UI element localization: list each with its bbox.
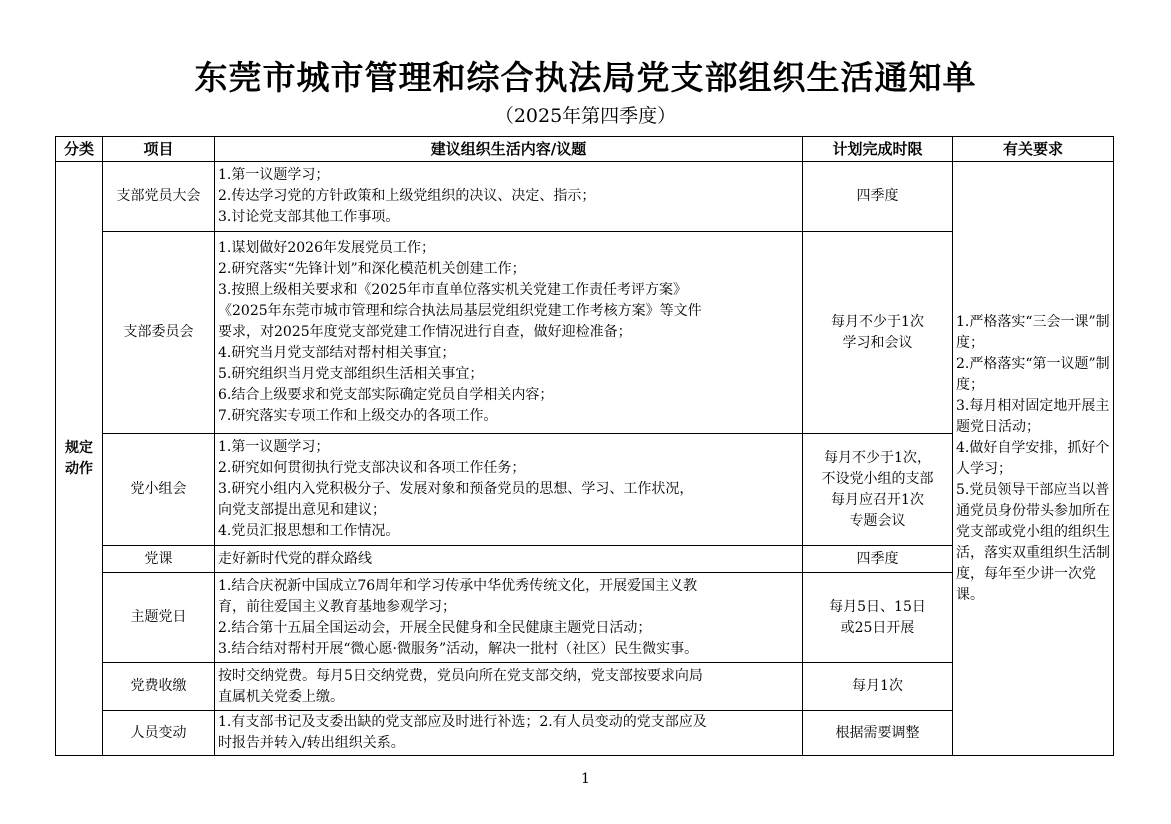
content-cell [215, 663, 803, 711]
header-deadline: 计划完成时限 [803, 137, 953, 162]
content-line: 2.研究落实“先锋计划”和深化模范机关创建工作； [218, 261, 526, 277]
content-line: 要求，对2025年度党支部党建工作情况进行自查，做好迎检准备； [218, 324, 632, 340]
item-cell: 支部委员会 [103, 232, 215, 434]
deadline-line: 学习和会议 [842, 334, 913, 351]
header-content: 建议组织生活内容/议题 [215, 137, 803, 162]
item-cell: 人员变动 [103, 711, 215, 756]
item-cell: 主题党日 [103, 573, 215, 663]
item-cell: 党小组会 [103, 434, 215, 546]
deadline-cell [803, 434, 953, 546]
item-cell: 党课 [103, 546, 215, 573]
content-line: 直属机关党委上缴。 [218, 688, 344, 705]
header-category: 分类 [56, 137, 103, 162]
deadline-line: 每月5日、15日 [829, 598, 926, 615]
page-subtitle: （2025年第四季度） [494, 105, 677, 127]
requirement-item: 1.严格落实“三会一课”制度； [956, 313, 1110, 351]
requirements-cell [953, 162, 1114, 756]
content-line: 3.研究小组内入党积极分子、发展对象和预备党员的思想、学习、工作状况， [218, 481, 694, 497]
content-line: 走好新时代党的群众路线 [218, 550, 372, 567]
table-row [56, 162, 1114, 232]
deadline-cell [803, 162, 953, 232]
content-line: 1.有支部书记及支委出缺的党支部应及时进行补选；2.有人员变动的党支部应及 [218, 714, 707, 730]
content-line: 3.结合结对帮村开展“微心愿·微服务”活动，解决一批村（社区）民生微实事。 [218, 640, 699, 657]
content-line: 时报告并转入/转出组织关系。 [218, 735, 405, 751]
deadline-line: 四季度 [856, 550, 899, 567]
requirement-item: 3.每月相对固定地开展主题党日活动； [956, 397, 1110, 435]
content-line: 1.第一议题学习； [218, 439, 330, 455]
requirement-item: 2.严格落实“第一议题”制度； [956, 355, 1110, 393]
deadline-line: 四季度 [856, 188, 899, 204]
category-cell: 规定动作 [56, 162, 103, 756]
content-line: 育，前往爱国主义教育基地参观学习； [218, 598, 456, 615]
deadline-line: 每月应召开1次 [831, 491, 924, 508]
header-requirements: 有关要求 [953, 137, 1114, 162]
item-cell: 党费收缴 [103, 663, 215, 711]
deadline-cell [803, 711, 953, 756]
item-cell: 支部党员大会 [103, 162, 215, 232]
content-line: 4.研究当月党支部结对帮村相关事宜； [218, 345, 456, 361]
content-line: 按时交纳党费。每月5日交纳党费，党员向所在党支部交纳，党支部按要求向局 [218, 667, 703, 684]
deadline-line: 每月不少于1次 [831, 313, 924, 330]
content-line: 1.谋划做好2026年发展党员工作； [218, 240, 435, 256]
content-line: 6.结合上级要求和党支部实际确定党员自学相关内容； [218, 387, 554, 403]
table-header-row [56, 137, 1114, 162]
deadline-line: 不设党小组的支部 [821, 470, 934, 487]
deadline-line: 每月不少于1次， [824, 449, 931, 466]
deadline-cell [803, 546, 953, 573]
content-cell [215, 232, 803, 434]
content-line: 向党支部提出意见和建议； [218, 502, 386, 518]
deadline-cell [803, 232, 953, 434]
header-item: 项目 [103, 137, 215, 162]
content-line: 2.研究如何贯彻执行党支部决议和各项工作任务； [218, 460, 526, 476]
content-cell [215, 162, 803, 232]
content-cell [215, 573, 803, 663]
content-line: 7.研究落实专项工作和上级交办的各项工作。 [218, 408, 498, 424]
content-cell [215, 434, 803, 546]
page-title: 东莞市城市管理和综合执法局党支部组织生活通知单 [194, 58, 977, 97]
content-line: 1.第一议题学习； [218, 167, 330, 183]
content-line: 3.按照上级相关要求和《2025年市直单位落实机关党建工作责任考评方案》 [218, 282, 687, 298]
page-number: 1 [581, 771, 590, 787]
content-line: 5.研究组织当月党支部组织生活相关事宜； [218, 366, 484, 382]
content-line: 2.结合第十五届全国运动会，开展全民健身和全民健康主题党日活动； [218, 619, 652, 636]
deadline-cell [803, 573, 953, 663]
content-line: 《2025年东莞市城市管理和综合执法局基层党组织党建工作考核方案》等文件 [218, 303, 702, 319]
requirement-item: 5.党员领导干部应当以普通党员身份带头参加所在党支部或党小组的组织生活，落实双重组织生活制度，每年至少讲一次党课。 [956, 481, 1110, 603]
content-cell [215, 711, 803, 756]
content-line: 3.讨论党支部其他工作事项。 [218, 209, 400, 225]
deadline-cell [803, 663, 953, 711]
deadline-line: 或25日开展 [840, 619, 915, 636]
deadline-line: 根据需要调整 [835, 724, 920, 741]
notice-table [55, 136, 1114, 756]
content-line: 4.党员汇报思想和工作情况。 [218, 523, 400, 539]
requirement-item: 4.做好自学安排，抓好个人学习； [956, 439, 1110, 477]
deadline-line: 每月1次 [852, 678, 903, 694]
content-line: 1.结合庆祝新中国成立76周年和学习传承中华优秀传统文化，开展爱国主义教 [218, 577, 698, 594]
deadline-line: 专题会议 [849, 512, 906, 529]
content-line: 2.传达学习党的方针政策和上级党组织的决议、决定、指示； [218, 188, 596, 204]
content-cell [215, 546, 803, 573]
